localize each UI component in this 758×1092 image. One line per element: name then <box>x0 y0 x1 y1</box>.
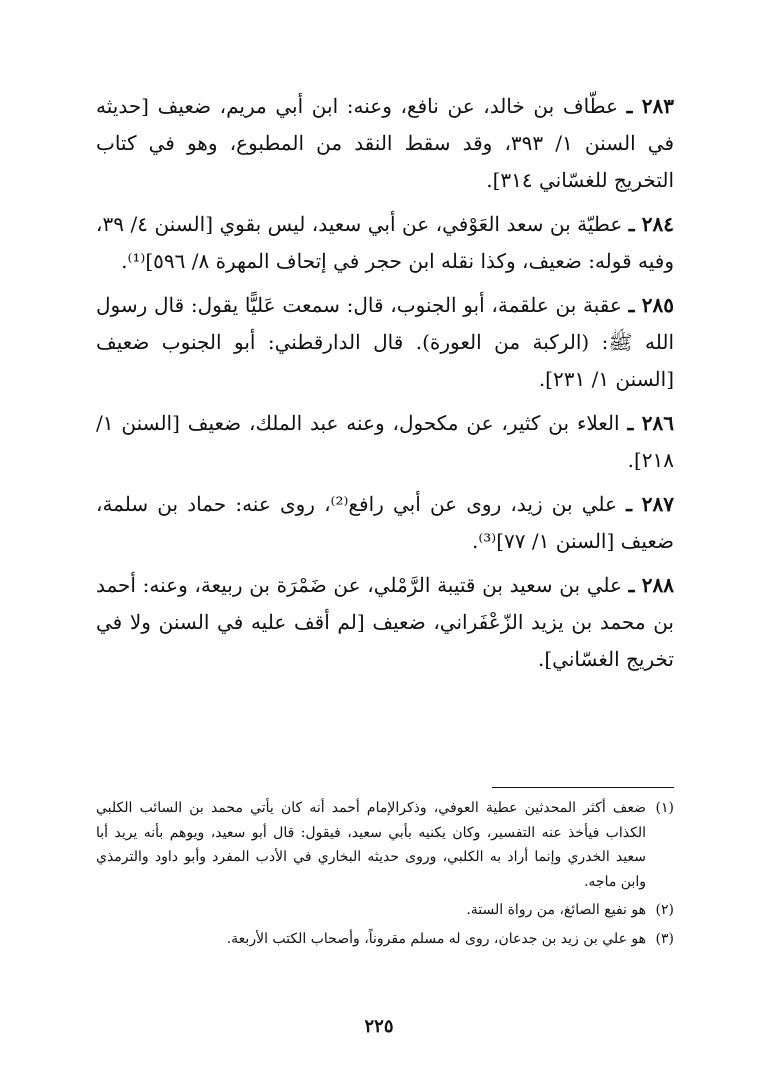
entry-number: ٢٨٤ ـ <box>628 212 674 236</box>
entry-text: علي بن سعيد بن قتيبة الرَّمْلي، عن ضَمْرَة بن ربيعة، وعنه: أحمد بن محمد بن يزيد الزّعْفَراني، ضعيف [لم أقف عليه في السنن ولا في تخريج الغسّاني]. <box>96 573 674 671</box>
entry-text: علي بن زيد، روى عن أبي رافع⁽²⁾، روى عنه: حماد بن سلمة، ضعيف [السنن ١/ ٧٧]⁽³⁾. <box>96 492 674 553</box>
entry-number: ٢٨٦ ـ <box>627 411 674 435</box>
entry-286 <box>96 405 674 479</box>
footnote-number: (١) <box>655 800 674 816</box>
footnote-1 <box>96 796 674 894</box>
footnotes <box>96 796 674 955</box>
entry-text: العلاء بن كثير، عن مكحول، وعنه عبد الملك، ضعيف [السنن ١/ ٢١٨]. <box>96 411 674 472</box>
entry-285 <box>96 287 674 398</box>
footnote-text: هو علي بن زيد بن جدعان، روى له مسلم مقروناً، وأصحاب الكتب الأربعة. <box>226 930 646 947</box>
footnote-number: (٢) <box>655 902 674 918</box>
footnote-3 <box>96 927 674 952</box>
entry-text: عقبة بن علقمة، أبو الجنوب، قال: سمعت عَليًّا يقول: قال رسول الله ﷺ: (الركبة من العورة). قال الدارقطني: أبو الجنوب ضعيف [السنن ١/ ٢٣١]. <box>96 293 674 391</box>
entry-number: ٢٨٨ ـ <box>628 573 675 597</box>
entry-number: ٢٨٥ ـ <box>628 293 675 317</box>
footnote-divider <box>492 787 674 788</box>
page-number: ٢٢٥ <box>364 1016 394 1037</box>
entry-text: عطّاف بن خالد، عن نافع، وعنه: ابن أبي مريم، ضعيف [حديثه في السنن ١/ ٣٩٣، وقد سقط النقد من المطبوع، وهو في كتاب التخريج للغسّاني ٣١٤]. <box>96 94 674 192</box>
footnote-text: هو نفيع الصائغ، من رواة الستة. <box>466 902 646 918</box>
entry-287 <box>96 486 674 560</box>
entry-288 <box>96 567 674 678</box>
entry-284 <box>96 206 674 280</box>
footnote-text: ضعف أكثر المحدثين عطية العوفي، وذكرالإمام أحمد أنه كان يأتي محمد بن السائب الكلبي الكذاب فيأخذ عنه التفسير، وكان يكنيه بأبي سعيد، فيقول: قال أبو سعيد، ويوهم بأنه يريد أبا سعيد الخدري وإنما أراد به الكلبي، وروى حديثه البخاري في الأدب المفرد وأبو داود والترمذي وابن ماجه. <box>96 800 646 890</box>
entry-number: ٢٨٣ ـ <box>626 94 674 118</box>
entry-number: ٢٨٧ ـ <box>626 492 674 516</box>
footnote-number: (٣) <box>655 930 674 947</box>
main-text <box>96 88 674 685</box>
entry-283 <box>96 88 674 199</box>
entry-text: عطيّة بن سعد العَوْفي، عن أبي سعيد، ليس بقوي [السنن ٤/ ٣٩، وفيه قوله: ضعيف، وكذا نقله ابن حجر في إتحاف المهرة ٨/ ٥٩٦]⁽¹⁾. <box>96 212 674 273</box>
footnote-2 <box>96 898 674 923</box>
